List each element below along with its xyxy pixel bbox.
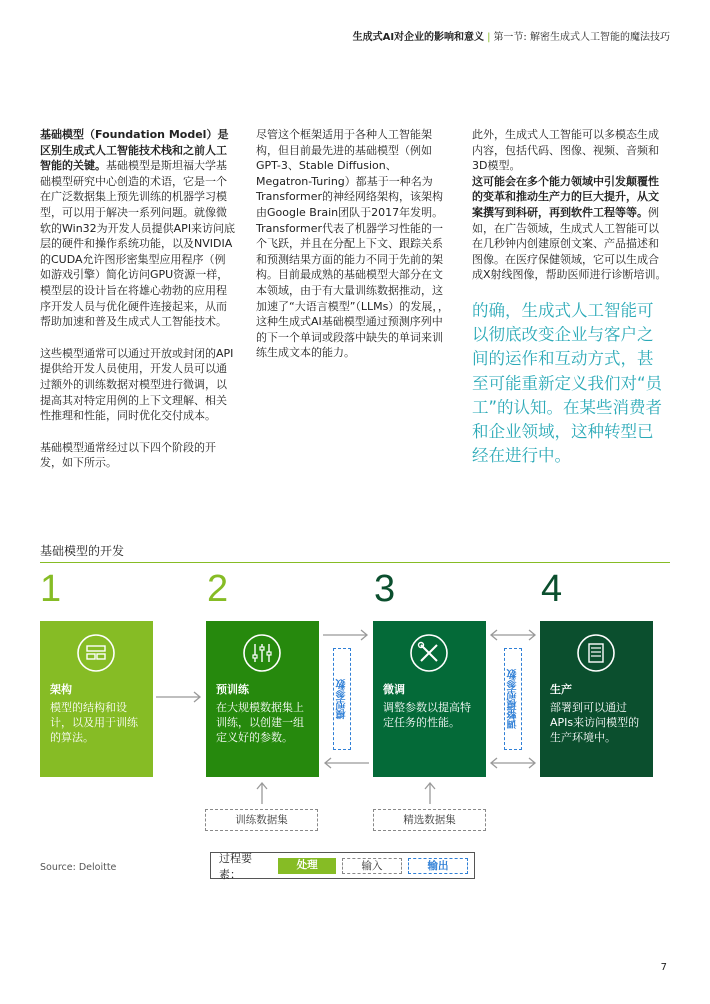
arrow-both-icon [487,756,539,770]
stage-box-pretraining [206,621,319,777]
arrow-left-icon [321,756,371,770]
arrow-right-icon [154,690,204,704]
input-tag-curated-dataset: 精选数据集 [373,809,486,831]
text-column-2 [256,127,452,377]
header-subtitle: 第一节: 解密生成式人工智能的魔法技巧 [493,32,670,43]
stage-description: 模型的结构和设计，以及用于训练的算法。 [50,701,138,745]
paragraph: 基础模型通常经过以下四个阶段的开发，如下所示。 [40,440,216,470]
tools-icon [409,633,449,673]
output-tag-adjust-parameters [504,648,522,750]
text-column-3 [472,127,668,468]
stage-number-4: 4 [541,568,563,610]
stage-title: 微调 [383,683,405,696]
divider [40,562,670,563]
paragraph: 尽管这个框架适用于各种人工智能架构，但目前最先进的基础模型（例如GPT-3、Stable Diffusion、Megatron-Turing）都基于一种名为Transformer的神经网络架构，该架构由Google Brain团队于2017年发明。Transformer代表了机器学习性能的一个飞跃，并且在分配上下文、跟踪关系和预测结果方面的能力不同于先前的架构。目前最成熟的基础模型大部分在文本领域，由于有大量训练数据推动，这加速了“大语言模型”（LLMs）的发展，，这种生成式AI基础模型通过预测序列中的下一个单词或段落中缺失的单词来训练生成文本的能力。 [256,128,449,360]
output-tag-model-parameters [333,648,351,750]
bold-lead: 这可能会在多个能力领域中引发颠覆性的变革和推动生产力的巨大提升，从文案撰写到科研，再到软件工程等等。 [472,174,659,219]
sliders-icon [242,633,282,673]
legend-process: 处理 [278,858,336,874]
stage-description: 部署到可以通过APIs来访问模型的生产环境中。 [550,701,640,745]
stage-description: 调整参数以提高特定任务的性能。 [383,701,471,730]
legend-input: 输入 [342,858,402,874]
arrow-right-icon [321,628,371,642]
stage-title: 生产 [550,683,572,696]
bold-lead: 基础模型（Foundation Model）是区别生成式人工智能技术栈和之前人工智能的关键。 [40,128,229,173]
page-header [353,28,670,43]
stage-description: 在大规模数据集上训练，以创建一组定义好的参数。 [216,701,304,745]
header-separator: | [487,32,491,43]
stage-title: 架构 [50,683,72,696]
arrow-up-icon [423,779,437,805]
input-tag-training-dataset: 训练数据集 [205,809,318,831]
header-title: 生成式AI对企业的影响和意义 [352,32,485,43]
diagram-title: 基础模型的开发 [40,544,125,558]
legend [210,852,475,879]
paragraph [472,174,668,283]
paragraph: 这些模型通常可以通过开放或封闭的API提供给开发人员使用，开发人员可以通过额外的训练数据对模型进行微调，以提高其对特定用例的上下文理解、相关性推理和性能，同时优化交付成本。 [40,346,234,423]
stage-title: 预训练 [216,683,249,696]
output-tag-label: 调整模型参数 [507,669,519,729]
stage-box-production [540,621,653,777]
stage-number-2: 2 [207,568,229,610]
arrow-up-icon [255,779,269,805]
page-number: 7 [660,962,667,973]
output-tag-label: 模型参数 [336,679,348,719]
server-icon [576,633,616,673]
stage-box-architecture [40,621,153,777]
stage-number-3: 3 [374,568,396,610]
paragraph-text: 基础模型是斯坦福大学基础模型研究中心创造的术语，它是一个在广泛数据集上预先训练的机器学习模型，可以用于解决一系列问题。就像微软的Win32为开发人员提供API来访问底层的硬件和操作系统功能，以及NVIDIA的CUDA允许图形密集型应用程序（例如游戏引擎）简化访问GPU资源一样，模型层的设计旨在将雄心勃勃的应用程序开发人员与优化硬件连接起来，从而帮助加速和普及生成式人工智能技术。 [40,159,236,329]
architecture-icon [76,633,116,673]
paragraph [40,127,236,330]
pull-quote: 的确，生成式人工智能可以彻底改变企业与客户之间的运作和互动方式，甚至可能重新定义我们对“员工”的认知。在某些消费者和企业领域，这种转型已经在进行中。 [472,300,663,466]
source-note: Source: Deloitte [40,862,117,873]
stage-number-1: 1 [40,568,62,610]
legend-output: 输出 [408,858,468,874]
paragraph-text: 例如，在广告领域，生成式人工智能可以在几秒钟内创建原创文案、产品描述和图像。在医疗保健领域，它可以生成合成X射线图像，帮助医师进行诊断培训。 [472,205,667,282]
stage-box-finetuning [373,621,486,777]
paragraph: 此外，生成式人工智能可以多模态生成内容，包括代码、图像、视频、音频和3D模型。 [472,128,659,173]
arrow-both-icon [487,628,539,642]
legend-label: 过程要素： [219,851,252,881]
text-column-1 [40,127,236,487]
